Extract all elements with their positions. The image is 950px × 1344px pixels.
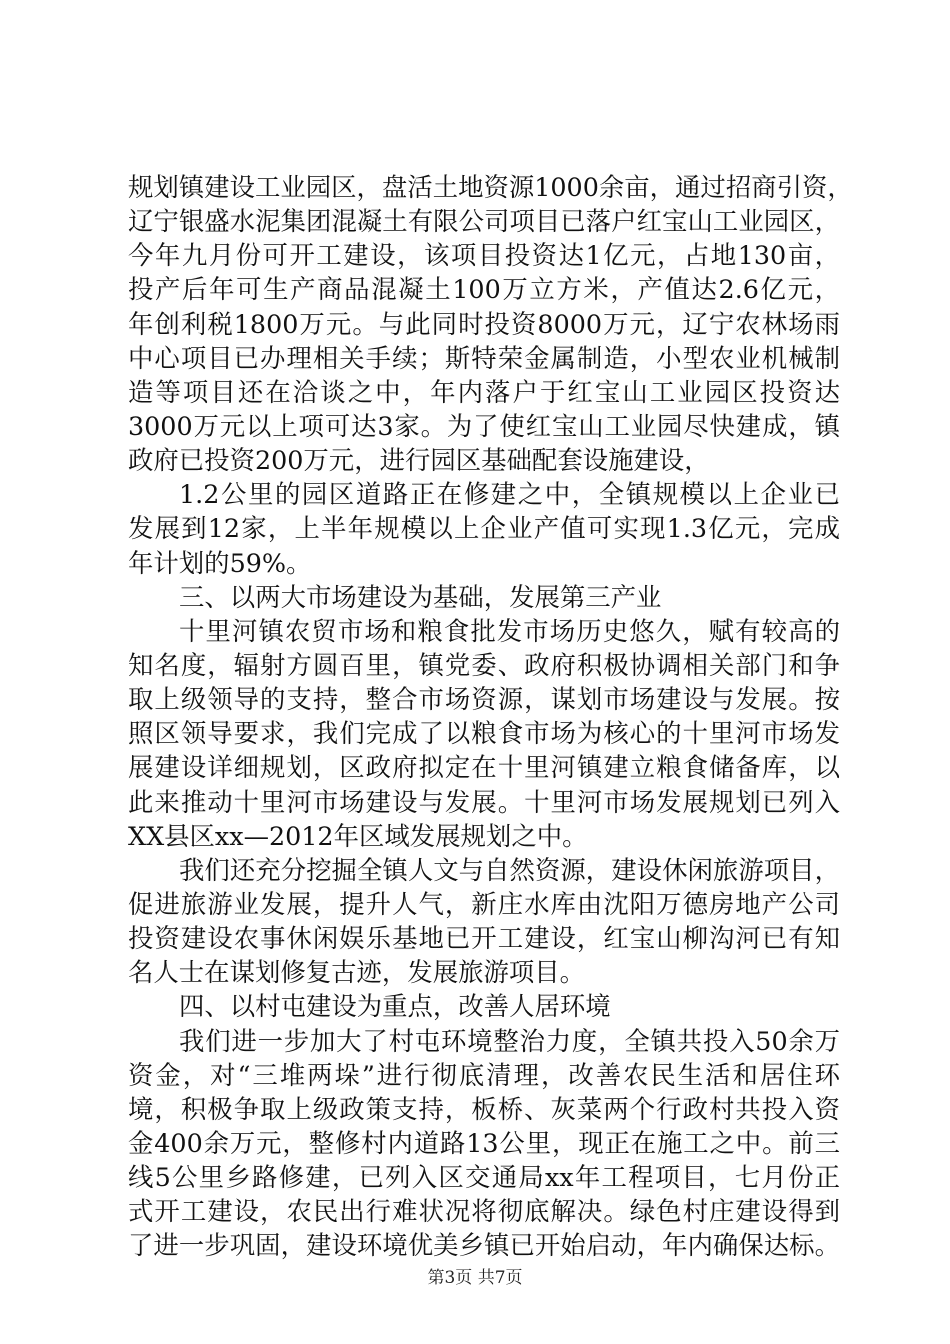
text-line: 辽宁银盛水泥集团混凝土有限公司项目已落户红宝山工业园区， xyxy=(128,206,840,237)
text-line: 1.2公里的园区道路正在修建之中，全镇规模以上企业已 xyxy=(179,479,840,510)
text-line: 境，积极争取上级政策支持，板桥、灰菜两个行政村共投入资 xyxy=(128,1093,840,1124)
text-line: 知名度，辐射方圆百里，镇党委、政府积极协调相关部门和争 xyxy=(128,649,840,680)
text-line: 名人士在谋划修复古迹，发展旅游项目。 xyxy=(128,957,586,988)
text-line: 发展到12家，上半年规模以上企业产值可实现1.3亿元，完成 xyxy=(128,513,840,544)
text-line: 政府已投资200万元，进行园区基础配套设施建设， xyxy=(128,445,710,476)
text-line: 年创利税1800万元。与此同时投资8000万元，辽宁农林场雨 xyxy=(128,308,840,339)
text-line: 照区领导要求，我们完成了以粮食市场为核心的十里河市场发 xyxy=(128,718,840,749)
text-line: 展建设详细规划，区政府拟定在十里河镇建立粮食储备库，以 xyxy=(128,752,840,783)
text-line: 取上级领导的支持，整合市场资源，谋划市场建设与发展。按 xyxy=(128,684,840,715)
text-line: 此来推动十里河市场建设与发展。十里河市场发展规划已列入 xyxy=(128,786,840,817)
text-line: 资金，对“三堆两垛”进行彻底清理，改善农民生活和居住环 xyxy=(128,1059,840,1090)
text-line: 线5公里乡路修建，已列入区交通局xx年工程项目，七月份正 xyxy=(128,1162,840,1193)
text-line: 式开工建设，农民出行难状况将彻底解决。绿色村庄建设得到 xyxy=(128,1196,840,1227)
text-line: 我们进一步加大了村屯环境整治力度，全镇共投入50余万 xyxy=(179,1025,840,1056)
text-line: 规划镇建设工业园区，盘活土地资源1000余亩，通过招商引资， xyxy=(128,172,853,202)
text-line: 3000万元以上项可达3家。为了使红宝山工业园尽快建成，镇 xyxy=(128,410,840,441)
text-line: 今年九月份可开工建设，该项目投资达1亿元，占地130亩， xyxy=(128,240,840,271)
text-line: 投资建设农事休闲娱乐基地已开工建设，红宝山柳沟河已有知 xyxy=(128,923,840,954)
document-body xyxy=(128,170,853,1263)
text-line: 促进旅游业发展，提升人气，新庄水库由沈阳万德房地产公司 xyxy=(128,888,840,919)
page-number-footer: 第3页 共7页 xyxy=(427,1268,523,1288)
text-line: 投产后年可生产商品混凝土100万立方米，产值达2.6亿元， xyxy=(128,274,840,305)
text-line: 年计划的59%。 xyxy=(128,547,312,578)
text-line: 三、以两大市场建设为基础，发展第三产业 xyxy=(179,581,662,612)
text-line: 造等项目还在洽谈之中，年内落户于红宝山工业园区投资达 xyxy=(128,376,840,407)
text-line: 我们还充分挖掘全镇人文与自然资源，建设休闲旅游项目， xyxy=(179,854,840,885)
text-line: XX县区xx—2012年区域发展规划之中。 xyxy=(128,820,588,851)
text-line: 四、以村屯建设为重点，改善人居环境 xyxy=(179,991,611,1022)
text-line: 金400余万元，整修村内道路13公里，现正在施工之中。前三 xyxy=(128,1127,840,1158)
text-line: 十里河镇农贸市场和粮食批发市场历史悠久，赋有较高的 xyxy=(179,615,840,646)
text-line: 中心项目已办理相关手续；斯特荣金属制造，小型农业机械制 xyxy=(128,342,840,373)
text-line: 了进一步巩固，建设环境优美乡镇已开始启动，年内确保达标。 xyxy=(128,1230,840,1261)
